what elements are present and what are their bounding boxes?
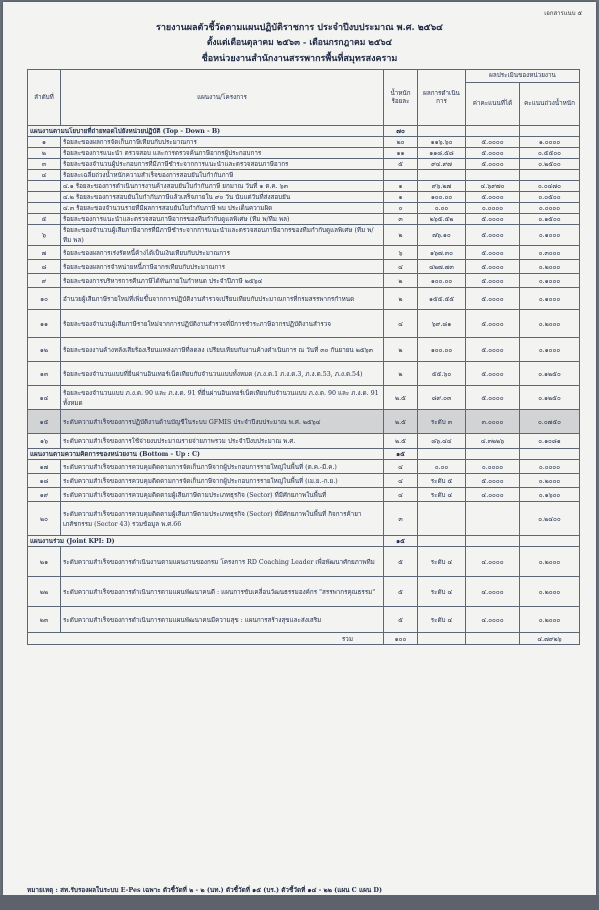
row-wscore: ๐.๑๕๐๐	[520, 214, 580, 225]
row-wscore: ๐.๑๐๐๐	[520, 288, 580, 310]
table-row	[28, 488, 580, 502]
row-wscore: ๐.๐๔๗๐	[520, 181, 580, 192]
row-seq: ๙	[28, 274, 61, 288]
row-seq: ๔	[28, 170, 61, 181]
section-title: แผนงานตามนโยบายที่ถ่ายทอดไปยังหน่วยปฏิบัติ (Top - Down - B)	[28, 126, 384, 137]
row-result: ๑๐๐.๐๐	[418, 274, 466, 288]
row-weight: ๔	[384, 474, 418, 488]
row-wscore: ๑.๐๐๐๐	[520, 137, 580, 148]
row-result: ระดับ ๔	[418, 547, 466, 577]
row-seq: ๕	[28, 214, 61, 225]
row-item: ร้อยละของจำนวนผู้เสียภาษีรายใหม่จากการปฏิบัติงานสำรวจที่มีการชำระภาษีอากรปฏิบัติงานสำรวจ	[61, 310, 384, 338]
row-wscore: ๐.๑๖๐๐	[520, 488, 580, 502]
row-score: ๕.๐๐๐๐	[466, 246, 520, 260]
row-score	[466, 502, 520, 536]
row-weight: ๕	[384, 577, 418, 607]
row-seq: ๑	[28, 137, 61, 148]
table-row	[28, 274, 580, 288]
row-score: ๕.๐๐๐๐	[466, 225, 520, 246]
row-seq: ๗	[28, 246, 61, 260]
total-wscore: ๔.๗๙๒๖	[520, 633, 580, 645]
row-result: ๑๐๐.๐๐	[418, 338, 466, 362]
empty-cell	[418, 126, 466, 137]
row-score: ๕.๐๐๐๐	[466, 386, 520, 410]
row-weight: ๑	[384, 192, 418, 203]
row-seq: ๑๓	[28, 362, 61, 386]
row-seq: ๑๒	[28, 338, 61, 362]
row-weight: ๒	[384, 288, 418, 310]
row-result: ๑๕๕.๕๕	[418, 288, 466, 310]
empty-cell	[520, 126, 580, 137]
row-score: ๔.๐๐๐๐	[466, 547, 520, 577]
row-item: ระดับความสำเร็จของการควบคุมติดตามการจัดเก็บภาษีจากผู้ประกอบการรายใหญ่ในพื้นที่ (เม.ย.-ก.ย.)	[61, 474, 384, 488]
agency-name: ชื่อหน่วยงานสำนักงานสรรพากรพื้นที่สมุทรสงคราม	[201, 54, 398, 64]
report-title: รายงานผลตัวชี้วัดตามแผนปฏิบัติราชการ ประจำปีงบประมาณ พ.ศ. ๒๕๖๔	[156, 23, 443, 33]
row-wscore: ๐.๐๐๐๐	[520, 203, 580, 214]
col-score-header: ค่าคะแนนที่ได้	[466, 83, 520, 126]
row-weight: ๔	[384, 310, 418, 338]
document-page	[3, 2, 596, 895]
row-seq: ๘	[28, 260, 61, 274]
row-item: ระดับความสำเร็จของการดำเนินงานตามแผนงานของกรม โครงการ RD Coaching Leader เพื่อพัฒนาศักยภาพทีม	[61, 547, 384, 577]
row-weight: ๑๑	[384, 148, 418, 159]
row-item: ร้อยละของจำนวนแบบที่ยื่นผ่านอินเทอร์เน็ตเทียบกับจำนวนแบบทั้งหมด (ภ.ง.ด.1 ภ.ง.ด.3, ภ.ง.ด.53, ภ.ง.ด.54)	[61, 362, 384, 386]
row-item: ๔.๒ ร้อยละของการสอบยันใบกำกับภาษีแล้วเสร็จภายใน ๙๐ วัน นับแต่วันที่ส่งสอบยัน	[61, 192, 384, 203]
row-wscore: ๐.๑๐๐๐	[520, 274, 580, 288]
table-row	[28, 474, 580, 488]
row-item: ร้อยละของผลการเร่งรัดหนี้ค้างได้เป็นเงินเทียบกับประมาณการ	[61, 246, 384, 260]
row-score: ๕.๐๐๐๐	[466, 274, 520, 288]
row-result: ๕๕.๖๐	[418, 362, 466, 386]
row-weight: ๒.๕	[384, 386, 418, 410]
row-wscore: ๐.๒๔๐๐	[520, 502, 580, 536]
table-row	[28, 214, 580, 225]
row-seq: ๒๒	[28, 577, 61, 607]
row-result: ๒๖๕.๕๒	[418, 214, 466, 225]
table-row	[28, 203, 580, 214]
section-row	[28, 536, 580, 547]
table-row	[28, 362, 580, 386]
row-weight: ๒	[384, 362, 418, 386]
section-row	[28, 126, 580, 137]
row-score: ๕.๐๐๐๐	[466, 192, 520, 203]
table-row	[28, 260, 580, 274]
row-weight: ๒	[384, 274, 418, 288]
empty-cell	[466, 536, 520, 547]
row-result: ๐.๐๐	[418, 203, 466, 214]
col-weight-header: น้ำหนักร้อยละ	[384, 70, 418, 126]
table-row	[28, 607, 580, 633]
row-weight: ๐	[384, 203, 418, 214]
row-score: ๕.๐๐๐๐	[466, 159, 520, 170]
row-result: ระดับ ๔	[418, 577, 466, 607]
table-row	[28, 547, 580, 577]
row-result: ๑๐๐.๐๐	[418, 192, 466, 203]
row-score: ๐.๐๐๐๐	[466, 460, 520, 474]
col-result-header: ผลการดำเนินการ	[418, 70, 466, 126]
total-row	[28, 633, 580, 645]
row-result	[418, 502, 466, 536]
row-weight: ๓	[384, 502, 418, 536]
row-wscore: ๐.๒๐๐๐	[520, 474, 580, 488]
row-score: ๕.๐๐๐๐	[466, 474, 520, 488]
row-score: ๕.๐๐๐๐	[466, 214, 520, 225]
total-label: รวม	[28, 633, 384, 645]
empty-cell	[418, 536, 466, 547]
row-item: ร้อยละของงานค้างหลังเสียร้องเรียนแหล่งภาษีที่ลดลง เปรียบเทียบกับงานค้างดำเนินการ ณ วันที่ ๓๐ กันยายน ๒๕๖๓	[61, 338, 384, 362]
attachment-label: เอกสารแนบ ๕	[544, 10, 582, 17]
table-row	[28, 386, 580, 410]
row-wscore	[520, 170, 580, 181]
row-score: ๕.๐๐๐๐	[466, 260, 520, 274]
row-item: ร้อยละของผลการจำหน่ายหนี้ภาษีอากรเทียบกับประมาณการ	[61, 260, 384, 274]
row-seq: ๑๖	[28, 434, 61, 449]
row-result: ๗๖.๑๐	[418, 225, 466, 246]
row-item: ระดับความสำเร็จของการควบคุมติดตามการจัดเก็บภาษีจากผู้ประกอบการรายใหญ่ในพื้นที่ (ต.ค.-มี.ค.)	[61, 460, 384, 474]
row-result: ๙๔.๙๗	[418, 159, 466, 170]
row-weight	[384, 170, 418, 181]
row-weight: ๓	[384, 214, 418, 225]
section-weight: ๑๕	[384, 536, 418, 547]
empty-cell	[466, 633, 520, 645]
row-wscore: ๐.๒๕๐๐	[520, 159, 580, 170]
row-item: ร้อยละของการแนะนำและตรวจสอบภาษีอากรของทีมกำกับดูแลพิเศษ (ทีม พ/ทีม พล)	[61, 214, 384, 225]
row-score: ๔.๐๐๐๐	[466, 488, 520, 502]
row-result: ๑๖๗.๓๐	[418, 246, 466, 260]
row-score: ๔.๖๙๗๐	[466, 181, 520, 192]
row-result: ๑๑๘.๕๘	[418, 148, 466, 159]
row-seq: ๒๐	[28, 502, 61, 536]
row-seq: ๑๗	[28, 460, 61, 474]
row-result: ๘๖.๔๔	[418, 434, 466, 449]
row-wscore: ๐.๐๕๐๐	[520, 192, 580, 203]
row-result: ๖๙.๘๑	[418, 310, 466, 338]
row-result: ระดับ ๓	[418, 410, 466, 434]
row-seq	[28, 181, 61, 192]
row-score: ๐.๐๐๐๐	[466, 203, 520, 214]
section-row	[28, 449, 580, 460]
table-row	[28, 460, 580, 474]
row-seq: ๒	[28, 148, 61, 159]
row-item: ร้อยละของผลการจัดเก็บภาษีเทียบกับประมาณการ	[61, 137, 384, 148]
row-wscore: ๐.๑๒๕๐	[520, 386, 580, 410]
row-item: ร้อยละของจำนวนผู้ประกอบการที่มีภาษีชำระจากการแนะนำและตรวจสอบภาษีอากร	[61, 159, 384, 170]
row-item: ร้อยละของจำนวนแบบ ภ.ง.ด. 90 และ ภ.ง.ด. 91 ที่ยื่นผ่านอินเทอร์เน็ตเทียบกับจำนวนแบบ ภ.ง.ด. 90 และ ภ.ง.ด. 91 ทั้งหมด	[61, 386, 384, 410]
row-weight: ๒.๕	[384, 434, 418, 449]
row-result: ๙๖.๒๗	[418, 181, 466, 192]
row-wscore: ๐.๕๕๐๐	[520, 148, 580, 159]
table-row	[28, 137, 580, 148]
table-row	[28, 225, 580, 246]
table-row	[28, 246, 580, 260]
col-item-header: แผนงาน/โครงการ	[61, 70, 384, 126]
row-item: ระดับความสำเร็จของการดำเนินการตามแผนพัฒนาคนดี : แผนการขับเคลื่อนวัฒนธรรมองค์กร "สรรพากรคุณธรรม"	[61, 577, 384, 607]
section-title: แผนงานตามความคิดการของหน่วยงาน (Bottom - Up : C)	[28, 449, 384, 460]
table-row	[28, 310, 580, 338]
row-score: ๕.๐๐๐๐	[466, 137, 520, 148]
col-seq-header: ลำดับที่	[28, 70, 61, 126]
row-result: ๘๙.๐๓	[418, 386, 466, 410]
row-weight: ๒๐	[384, 137, 418, 148]
row-item: ร้อยละของการบริหารการคืนภาษีได้ทันภายในกำหนด ประจำปีภาษี ๒๕๖๔	[61, 274, 384, 288]
row-wscore: ๐.๑๐๐๐	[520, 225, 580, 246]
row-seq: ๑๕	[28, 410, 61, 434]
footnote: หมายเหตุ : สท.รับรองผลในระบบ E-Pes เฉพาะ ตัวชี้วัดที่ ๒ - ๒ (นท.) ตัวชี้วัดที่ ๑๕ (บร.) ตัวชี้วัดที่ ๑๔ - ๒๒ (แผน C แผน D)	[27, 886, 382, 894]
row-weight: ๑	[384, 181, 418, 192]
row-wscore: ๐.๒๐๐๐	[520, 310, 580, 338]
row-result: ระดับ ๔	[418, 488, 466, 502]
row-seq: ๒๑	[28, 547, 61, 577]
row-weight: ๒	[384, 225, 418, 246]
row-seq: ๒๓	[28, 607, 61, 633]
col-eval-group-header: ผลประเมินของหน่วยงาน	[466, 70, 580, 83]
row-score: ๕.๐๐๐๐	[466, 310, 520, 338]
table-row	[28, 148, 580, 159]
row-item: ระดับความสำเร็จของการใช้จ่ายงบประมาณรายจ่ายภาพรวม ประจำปีงบประมาณ พ.ศ.	[61, 434, 384, 449]
section-title: แผนงานร่วม (Joint KPI: D)	[28, 536, 384, 547]
table-row	[28, 410, 580, 434]
table-row	[28, 170, 580, 181]
row-score: ๕.๐๐๐๐	[466, 288, 520, 310]
row-wscore: ๐.๐๐๐๐	[520, 460, 580, 474]
row-weight: ๔	[384, 460, 418, 474]
table-row	[28, 502, 580, 536]
row-wscore: ๐.๓๐๐๐	[520, 246, 580, 260]
row-wscore: ๐.๒๐๐๐	[520, 607, 580, 633]
row-item: ๔.๑ ร้อยละของการดำเนินการงานค้างสอบยันใบกำกับภาษี ยกมาณ วันที่ ๑ ต.ค. ๖๓	[61, 181, 384, 192]
row-item: อำนวยผู้เสียภาษีรายใหม่ที่เพิ่มขึ้นจากการปฏิบัติงานสำรวจเปรียบเทียบกับประมาณการที่กรมสรรพากรกำหนด	[61, 288, 384, 310]
row-seq: ๓	[28, 159, 61, 170]
row-seq	[28, 203, 61, 214]
row-seq: ๖	[28, 225, 61, 246]
table-row	[28, 159, 580, 170]
total-weight: ๑๐๐	[384, 633, 418, 645]
row-result: ระดับ ๔	[418, 607, 466, 633]
row-score: ๕.๐๐๐๐	[466, 362, 520, 386]
row-weight: ๖	[384, 246, 418, 260]
row-item: ระดับความสำเร็จของการควบคุมติดตามผู้เสียภาษีตามประเภทธุรกิจ (Sector) ที่มีศักยภาพในพื้นที่	[61, 488, 384, 502]
row-wscore: ๐.๒๐๐๐	[520, 260, 580, 274]
empty-cell	[418, 633, 466, 645]
kpi-table-body	[28, 126, 580, 645]
row-seq: ๑๔	[28, 386, 61, 410]
row-wscore: ๐.๑๐๐๐	[520, 338, 580, 362]
row-result: ๐.๐๐	[418, 460, 466, 474]
empty-cell	[466, 126, 520, 137]
row-wscore: ๐.๒๐๐๐	[520, 577, 580, 607]
col-wscore-header: คะแนนถ่วงน้ำหนัก	[520, 83, 580, 126]
empty-cell	[466, 449, 520, 460]
empty-cell	[418, 449, 466, 460]
background-strip	[0, 895, 599, 910]
row-score	[466, 170, 520, 181]
row-weight: ๒.๕	[384, 410, 418, 434]
section-weight: ๗๐	[384, 126, 418, 137]
row-score: ๕.๐๐๐๐	[466, 338, 520, 362]
row-weight: ๕	[384, 547, 418, 577]
table-row	[28, 181, 580, 192]
row-wscore: ๐.๑๒๕๐	[520, 362, 580, 386]
empty-cell	[520, 536, 580, 547]
row-wscore: ๐.๒๐๐๐	[520, 547, 580, 577]
row-item: ระดับความสำเร็จของการควบคุมติดตามผู้เสียภาษีตามประเภทธุรกิจ (Sector) ที่มีศักยภาพในพื้นที่ กิจการค้ายาเภสัชกรรม (Sector 43) รวมข้อมูล พ.ศ.66	[61, 502, 384, 536]
row-seq: ๑๐	[28, 288, 61, 310]
row-weight: ๒	[384, 338, 418, 362]
row-weight: ๔	[384, 260, 418, 274]
section-weight: ๑๕	[384, 449, 418, 460]
row-seq: ๑๘	[28, 474, 61, 488]
row-score: ๓.๐๐๐๐	[466, 410, 520, 434]
row-score: ๕.๐๐๐๐	[466, 148, 520, 159]
kpi-table	[27, 69, 580, 645]
row-seq: ๑๑	[28, 310, 61, 338]
row-result	[418, 170, 466, 181]
row-item: ร้อยละของการแนะนำ ตรวจสอบ และการตรวจค้นภาษีอากรผู้ประกอบการ	[61, 148, 384, 159]
row-wscore: ๐.๑๐๘๑	[520, 434, 580, 449]
row-wscore: ๐.๐๗๕๐	[520, 410, 580, 434]
row-item: ระดับความสำเร็จของการดำเนินการตามแผนพัฒนาคนมีความสุข : แผนการสร้างสุขและส่งเสริม	[61, 607, 384, 633]
row-weight: ๕	[384, 607, 418, 633]
row-score: ๔.๐๐๐๐	[466, 607, 520, 633]
row-score: ๔.๐๐๐๐	[466, 577, 520, 607]
row-item: ร้อยละของจำนวนผู้เสียภาษีอากรที่มีภาษีชำระจากการแนะนำและตรวจสอบภาษีอากรของทีมกำกับดูแลพิเศษ (ทีม พ/ ทีม พล)	[61, 225, 384, 246]
row-item: ร้อยละเฉลี่ยถ่วงน้ำหนักความสำเร็จของการสอบยันใบกำกับภาษี	[61, 170, 384, 181]
row-seq: ๑๙	[28, 488, 61, 502]
table-row	[28, 577, 580, 607]
row-item: ระดับความสำเร็จของการปฏิบัติงานด้านบัญชีในระบบ GFMIS ประจำปีงบประมาณ พ.ศ. ๒๕๖๔	[61, 410, 384, 434]
report-period: ตั้งแต่เดือนตุลาคม ๒๕๖๓ - เดือนกรกฎาคม ๒๕๖๔	[206, 38, 393, 48]
row-weight: ๕	[384, 159, 418, 170]
empty-cell	[520, 449, 580, 460]
row-result: ระดับ ๕	[418, 474, 466, 488]
row-score: ๔.๓๒๒๖	[466, 434, 520, 449]
row-seq	[28, 192, 61, 203]
table-row	[28, 338, 580, 362]
row-weight: ๔	[384, 488, 418, 502]
table-row	[28, 192, 580, 203]
table-row	[28, 434, 580, 449]
table-row	[28, 288, 580, 310]
row-result: ๑๑๖.๖๐	[418, 137, 466, 148]
row-item: ๔.๓ ร้อยละของจำนวนรายที่มีผลการสอบยันใบกำกับภาษี พบ ประเด็นความผิด	[61, 203, 384, 214]
row-result: ๔๒๗.๗๓	[418, 260, 466, 274]
